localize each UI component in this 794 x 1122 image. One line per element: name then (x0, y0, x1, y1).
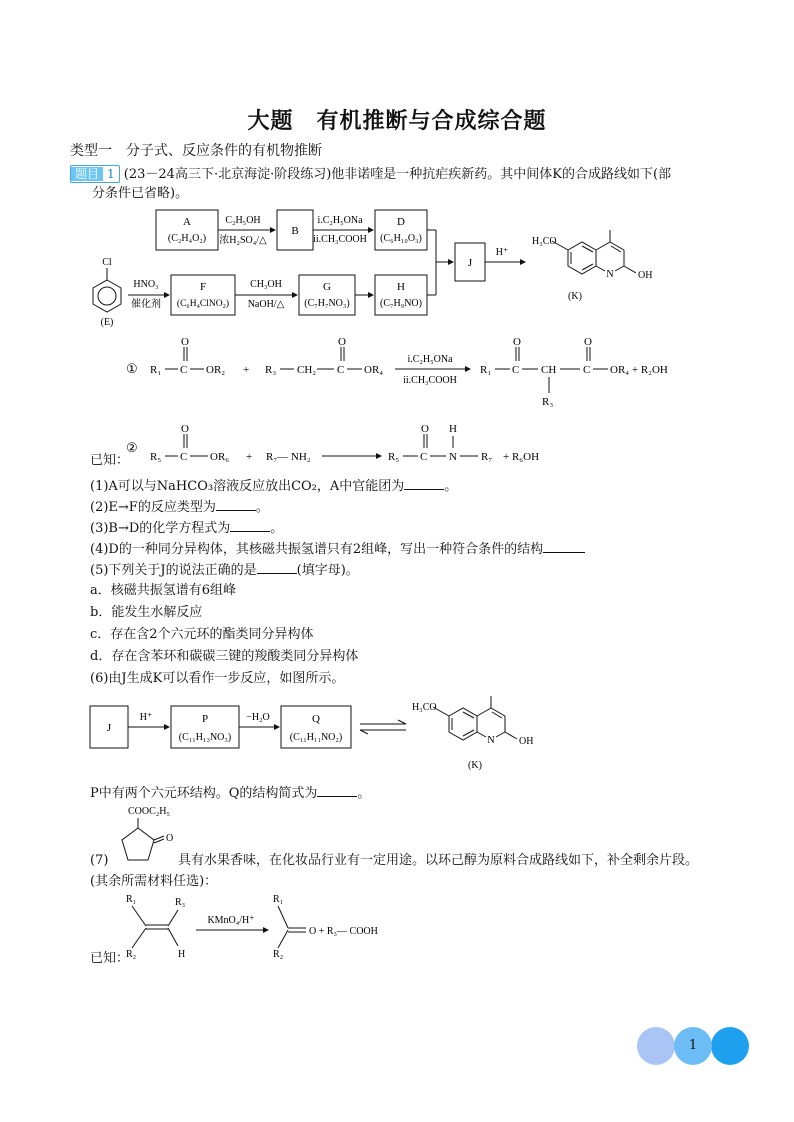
svg-text:OH: OH (638, 270, 653, 281)
svg-text:OR₆: OR₆ (210, 451, 230, 463)
svg-text:①: ① (126, 361, 138, 376)
svg-text:②: ② (126, 440, 138, 455)
box-D (375, 210, 427, 250)
svg-text:i.C₂H₅ONa: i.C₂H₅ONa (407, 354, 453, 365)
svg-text:+ R₆OH: + R₆OH (503, 451, 540, 463)
synthesis-scheme-2 (88, 693, 588, 783)
svg-text:R₇: R₇ (481, 451, 493, 463)
answer-blank-4[interactable] (543, 540, 585, 553)
svg-text:(C₆H₁₀O₃): (C₆H₁₀O₃) (380, 233, 422, 244)
svg-text:O: O (181, 423, 189, 435)
svg-text:R₃: R₃ (542, 396, 554, 408)
option-a: a．核磁共振氢谱有6组峰 (90, 583, 237, 598)
svg-text:ii.CH₃COOH: ii.CH₃COOH (403, 375, 457, 386)
question-intro (70, 165, 671, 183)
svg-text:Q: Q (312, 713, 320, 725)
svg-text:N: N (449, 451, 457, 463)
svg-text:−H₂O: −H₂O (246, 712, 270, 723)
svg-text:P: P (201, 713, 209, 725)
svg-text:D: D (397, 216, 405, 228)
question-badge: 题目 1 (70, 165, 120, 183)
svg-text:R₂: R₂ (273, 949, 284, 960)
svg-text:H₃CO: H₃CO (412, 702, 437, 713)
svg-text:NaOH/△: NaOH/△ (247, 299, 285, 310)
option-d: d．存在含苯环和碳碳三键的羧酸类同分异构体 (90, 649, 359, 664)
compound-K2 (412, 696, 533, 771)
question-1: (1)A可以与NaHCO₃溶液反应放出CO₂，A中官能团为 。 (90, 479, 458, 494)
svg-text:C: C (583, 364, 591, 376)
known-label-2: 已知： (90, 951, 130, 966)
svg-text:COOC₂H₅: COOC₂H₅ (128, 806, 170, 817)
svg-text:J: J (467, 257, 473, 269)
svg-text:CH: CH (541, 364, 557, 376)
svg-text:HNO₃: HNO₃ (133, 279, 159, 290)
box-J2 (90, 706, 128, 748)
svg-text:Cl: Cl (102, 257, 112, 268)
svg-text:CH₃OH: CH₃OH (250, 279, 282, 290)
svg-text:R₁: R₁ (126, 894, 137, 905)
svg-text:O: O (181, 336, 189, 348)
svg-text:KMnO₄/H⁺: KMnO₄/H⁺ (207, 915, 255, 926)
option-c: c．存在含2个六元环的酯类同分异构体 (90, 627, 314, 642)
svg-text:O: O (421, 423, 429, 435)
arrow-J-P (128, 712, 170, 730)
answer-blank-3[interactable] (230, 519, 270, 532)
answer-blank-6[interactable] (317, 784, 357, 797)
box-H (375, 275, 427, 315)
svg-text:(C₇H₇NO₃): (C₇H₇NO₃) (304, 298, 350, 309)
svg-text:C₂H₅OH: C₂H₅OH (225, 215, 261, 226)
svg-text:R₁: R₁ (150, 364, 162, 376)
question-2: (2)E→F的反应类型为 。 (90, 500, 269, 515)
section-heading: 类型一 分子式、反应条件的有机物推断 (70, 143, 322, 159)
option-b: b．能发生水解反应 (90, 605, 203, 620)
box-J (455, 243, 485, 281)
svg-text:(E): (E) (100, 317, 114, 328)
footer-decor-circle-right (711, 1027, 749, 1065)
svg-text:O + R₃— COOH: O + R₃— COOH (309, 926, 378, 937)
svg-text:浓H₂SO₄/△: 浓H₂SO₄/△ (219, 235, 267, 246)
svg-text:催化剂: 催化剂 (131, 299, 161, 310)
svg-text:H: H (178, 949, 186, 960)
svg-text:H: H (397, 281, 405, 293)
svg-text:(C₁₁H₁₃NO₃): (C₁₁H₁₃NO₃) (178, 732, 232, 743)
svg-text:F: F (199, 281, 207, 293)
question-7-number: (7) (90, 853, 109, 868)
svg-text:R₃: R₃ (265, 364, 277, 376)
svg-text:C: C (180, 364, 188, 376)
svg-text:(C₂H₄O₂): (C₂H₄O₂) (167, 233, 207, 244)
page-number: 1 (674, 1027, 712, 1065)
oxidative-cleavage-reaction (118, 890, 418, 970)
question-5: (5)下列关于J的说法正确的是 (填字母)。 (90, 563, 359, 578)
svg-text:B: B (291, 225, 299, 237)
svg-text:R₃: R₃ (175, 897, 186, 908)
svg-text:R₅: R₅ (388, 451, 400, 463)
svg-text:(K): (K) (568, 291, 582, 302)
known-label: 已知： (90, 453, 130, 468)
svg-text:i.C₂H₅ONa: i.C₂H₅ONa (317, 215, 363, 226)
svg-text:OR₄ + R₂OH: OR₄ + R₂OH (610, 364, 668, 376)
svg-text:A: A (183, 216, 191, 228)
svg-text:H⁺: H⁺ (495, 247, 509, 258)
arrow-G-H (355, 292, 374, 298)
svg-text:H: H (449, 423, 457, 435)
intro-line-2: 分条件已省略)。 (92, 186, 189, 201)
known-reaction-1 (120, 335, 720, 415)
equilibrium-arrow (360, 720, 406, 734)
svg-text:OR₄: OR₄ (364, 364, 384, 376)
page-title: 大题 有机推断与合成综合题 (247, 109, 547, 134)
question-6-followup: P中有两个六元环结构。Q的结构简式为 。 (90, 786, 371, 801)
svg-text:H⁺: H⁺ (139, 712, 153, 723)
svg-text:OR₂: OR₂ (206, 364, 226, 376)
question-3: (3)B→D的化学方程式为 。 (90, 521, 284, 536)
answer-blank-5[interactable] (257, 561, 297, 574)
known-reaction-2 (120, 420, 580, 470)
svg-text:R₂: R₂ (126, 949, 137, 960)
svg-text:J: J (106, 722, 112, 734)
synthesis-scheme-1 (70, 205, 760, 335)
svg-text:G: G (323, 281, 331, 293)
arrow-F-G (235, 279, 298, 310)
answer-blank-1[interactable] (404, 477, 444, 490)
box-P (171, 706, 239, 748)
svg-text:(C₇H₉NO): (C₇H₉NO) (380, 298, 422, 309)
svg-text:C: C (512, 364, 520, 376)
svg-text:+: + (246, 451, 253, 463)
box-A (156, 210, 218, 250)
question-6: (6)由J生成K可以看作一步反应，如图所示。 (90, 671, 345, 686)
arrow-J-K (485, 247, 526, 265)
arrow-A-B (218, 215, 276, 246)
arrow-B-D (313, 215, 374, 245)
svg-text:C: C (420, 451, 428, 463)
arrow-E-F (128, 279, 170, 310)
compound-E (93, 257, 121, 328)
box-B (277, 210, 313, 250)
svg-text:(C₆H₄ClNO₂): (C₆H₄ClNO₂) (176, 299, 230, 309)
question-4: (4)D的一种同分异构体，其核磁共振氢谱只有2组峰，写出一种符合条件的结构 (90, 540, 585, 558)
svg-text:O: O (166, 833, 174, 844)
arrow-P-Q (239, 712, 280, 730)
box-Q (281, 706, 351, 748)
svg-text:N: N (487, 735, 495, 746)
merge-arrows (427, 230, 454, 295)
box-G (299, 275, 355, 315)
svg-text:ii.CH₃COOH: ii.CH₃COOH (313, 234, 367, 245)
svg-text:R₅: R₅ (150, 451, 162, 463)
svg-text:C: C (180, 451, 188, 463)
svg-text:O: O (584, 336, 592, 348)
svg-text:OH: OH (519, 736, 534, 747)
svg-text:R₁: R₁ (480, 364, 492, 376)
svg-text:N: N (606, 269, 614, 280)
svg-text:C: C (337, 364, 345, 376)
svg-text:R₁: R₁ (273, 894, 284, 905)
svg-text:(C₁₁H₁₁NO₂): (C₁₁H₁₁NO₂) (289, 732, 343, 743)
box-F (171, 275, 235, 315)
svg-text:O: O (513, 336, 521, 348)
intro-line-1: (23－24高三下·北京海淀·阶段练习)他非诺喹是一种抗疟疾新药。其中间体K的合成路线如下(部 (123, 167, 672, 182)
footer-decor-circle-left (637, 1027, 675, 1065)
svg-text:H₃CO: H₃CO (532, 236, 557, 247)
svg-text:(K): (K) (468, 760, 482, 771)
question-7: 具有水果香味，在化妆品行业有一定用途。以环己醇为原料合成路线如下，补全剩余片段。 (178, 853, 699, 868)
svg-text:O: O (338, 336, 346, 348)
svg-text:+: + (243, 364, 250, 376)
answer-blank-2[interactable] (216, 498, 256, 511)
question-7-line2: (其余所需材料任选)： (90, 874, 218, 889)
svg-text:R₇— NH₂: R₇— NH₂ (266, 451, 311, 463)
compound-K (532, 230, 652, 302)
svg-text:CH₂: CH₂ (297, 364, 317, 376)
